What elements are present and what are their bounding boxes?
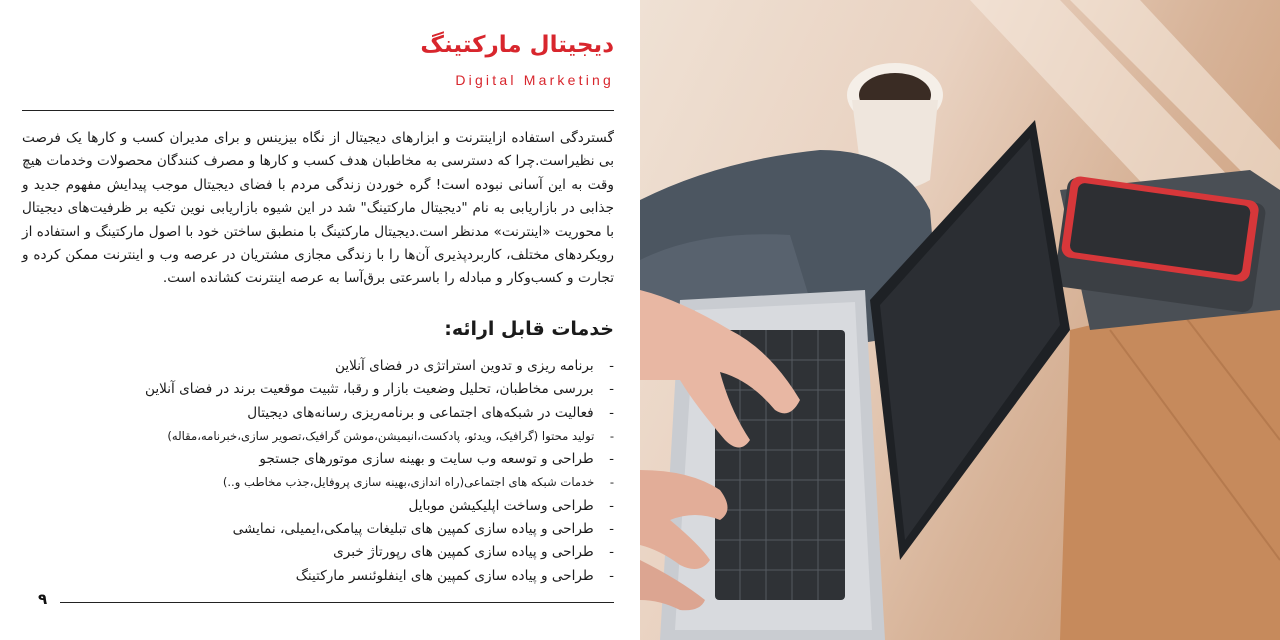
page-number: ۹: [38, 590, 48, 608]
list-item: - طراحی و پیاده سازی کمپین های رپورتاژ خبری: [333, 544, 614, 561]
intro-paragraph: گستردگی استفاده ازاینترنت و ابزارهای دیجیتال از نگاه بیزینس و برای مدیران کسب و کارها یک فرصت بی نظیراست.چرا که دسترسی به مخاطبان هدف کسب و کارها و مصرف کنندگان محصولات وخدمات هیچ وقت به این آسانی نبوده است! گره خوردن زندگی مردم با فضای دیجیتال موجب پیدایش مفهوم جدید و جذابی در بازاریابی به نام "دیجیتال مارکتینگ" شد در این شیوه بازاریابی نوین تکیه بر ظرفیت‌های دیجیتال با محوریت «اینترنت» مدنظر است.دیجیتال مارکتینگ با منطبق ساختن خود با اصول مارکتینگ و استفاده از رویکردهای مختلف، کاربردپذیری آن‌ها را با زندگی مجازی مشتریان در عرصه وب و اینترنت ممکن کرده و تجارت و کسب‌وکار و مبادله را باسرعتی برق‌آسا به عرصه اینترنت کشانده است.: [22, 130, 614, 287]
list-item: - طراحی و پیاده سازی کمپین های اینفلوئنسر مارکتینگ: [295, 567, 614, 584]
list-item: - خدمات شبکه های اجتماعی(راه اندازی،بهینه سازی پروفایل،جذب مخاطب و..): [222, 475, 614, 490]
list-item: - بررسی مخاطبان، تحلیل وضعیت بازار و رقبا، تثبیت موقعیت برند در فضای آنلاین: [145, 381, 614, 398]
list-item: - طراحی وساخت اپلیکیشن موبایل: [408, 497, 614, 514]
services-list: [22, 355, 614, 588]
laptop-photo: [640, 0, 1280, 640]
services-heading: خدمات قابل ارائه:: [444, 318, 614, 340]
list-item: - طراحی و توسعه وب سایت و بهینه سازی موتورهای جستجو: [259, 451, 614, 468]
list-item: - تولید محتوا (گرافیک، ویدئو، پادکست،انیمیشن،موشن گرافیک،تصویر سازی،خبرنامه،مقاله): [167, 428, 614, 443]
laptop-illustration: [640, 0, 1280, 640]
page-subtitle-english: Digital Marketing: [455, 72, 614, 88]
bottom-divider: [60, 602, 614, 603]
list-item: - برنامه ریزی و تدوین استراتژی در فضای آنلاین: [335, 358, 614, 374]
page-title: دیجیتال مارکتینگ: [420, 32, 614, 58]
list-item: - طراحی و پیاده سازی کمپین های تبلیغات پیامکی،ایمیلی، نمایشی: [232, 521, 614, 538]
list-item: - فعالیت در شبکه‌های اجتماعی و برنامه‌ریزی رسانه‌های دیجیتال: [247, 404, 614, 421]
top-divider: [22, 110, 614, 111]
